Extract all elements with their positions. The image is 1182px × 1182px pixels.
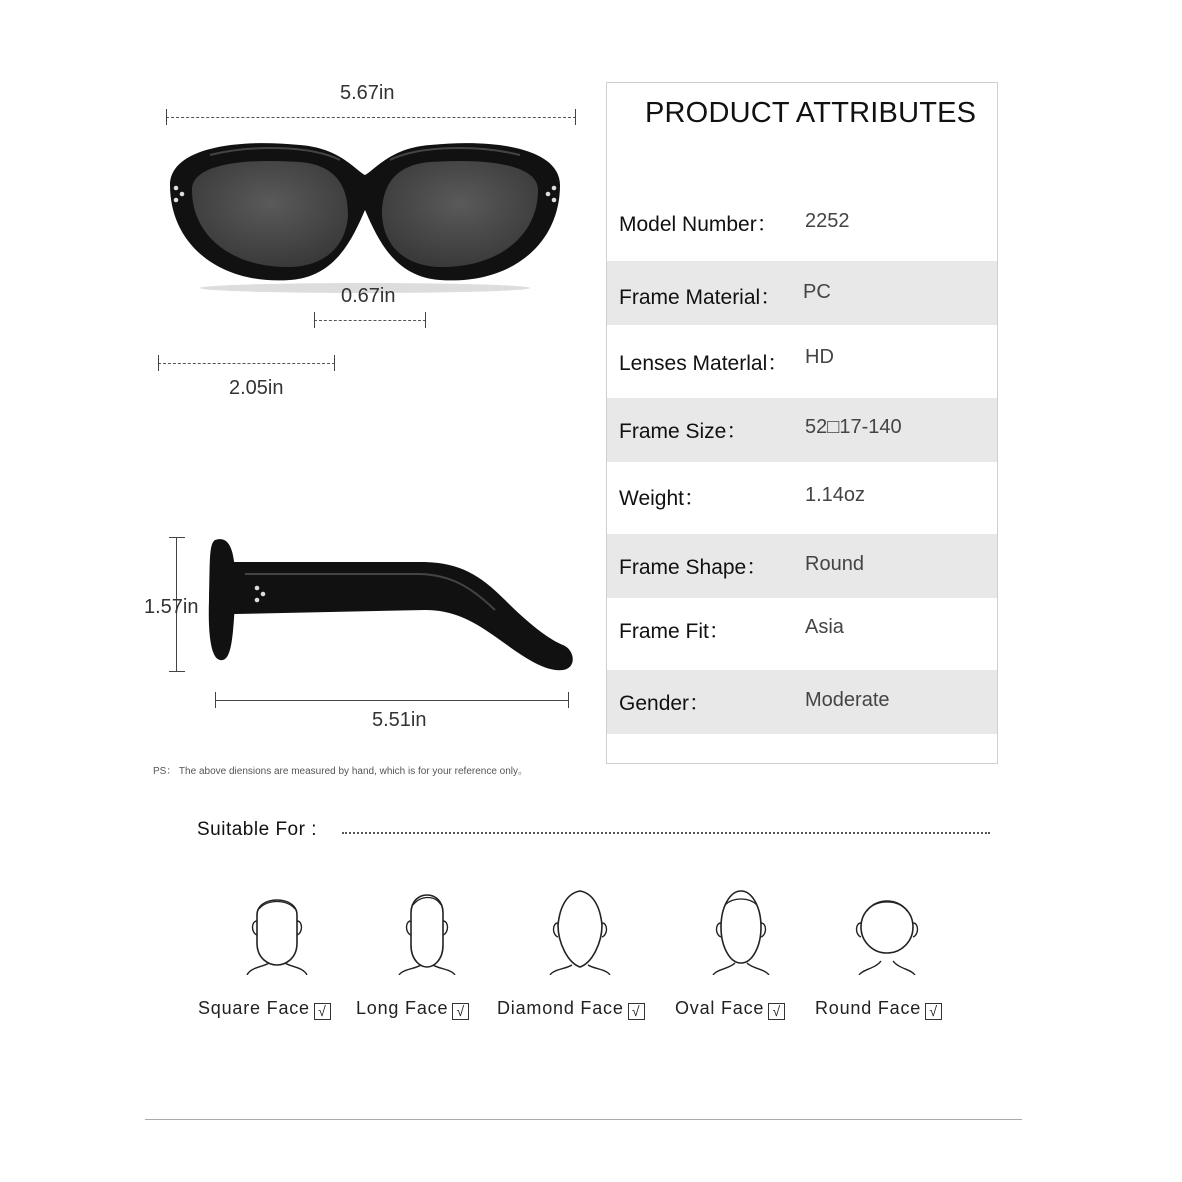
oval-face-icon	[709, 885, 773, 975]
ps-note: PS： The above diensions are measured by hand, which is for your reference only。	[153, 766, 529, 777]
dotted-divider	[342, 832, 990, 834]
temple-length-tick-left	[215, 692, 216, 708]
face-label-text: Square Face	[198, 998, 310, 1018]
lens-height-tick-top	[169, 537, 185, 538]
attribute-value: HD	[805, 346, 834, 368]
face-label-diamond	[497, 998, 645, 1019]
attribute-row	[607, 325, 997, 395]
face-label-text: Long Face	[356, 998, 449, 1018]
square-face-icon	[245, 885, 309, 975]
round-face-icon	[855, 885, 919, 975]
bridge-tick-left	[314, 312, 315, 328]
attribute-row	[607, 534, 997, 598]
attribute-row	[607, 187, 997, 253]
attribute-value: 52□17-140	[805, 416, 902, 438]
face-label-text: Oval Face	[675, 998, 765, 1018]
product-attributes-panel	[606, 82, 998, 764]
attribute-value: 2252	[805, 210, 850, 232]
attribute-value: 1.14oz	[805, 484, 866, 506]
attribute-label: Lenses Materlal：	[619, 352, 789, 375]
long-face-icon	[395, 885, 459, 975]
face-label-oval	[675, 998, 785, 1019]
attribute-row	[607, 463, 997, 533]
attribute-label: Frame Size：	[619, 420, 748, 443]
attribute-value: Asia	[805, 616, 844, 638]
total-width-label: 5.67in	[340, 82, 395, 104]
attribute-label: Frame Material：	[619, 286, 782, 309]
check-icon: √	[314, 1003, 331, 1020]
check-icon: √	[925, 1003, 942, 1020]
lens-width-line	[158, 363, 335, 364]
check-icon: √	[768, 1003, 785, 1020]
attribute-label: Weight：	[619, 487, 705, 510]
attribute-label: Model Number：	[619, 213, 778, 236]
attribute-row	[607, 598, 997, 670]
attribute-value: PC	[803, 281, 831, 303]
total-width-tick-right	[575, 109, 576, 125]
lens-width-label: 2.05in	[229, 377, 284, 399]
lens-height-label: 1.57in	[144, 596, 199, 618]
bridge-label: 0.67in	[341, 285, 396, 307]
suitable-for-label: Suitable For :	[197, 819, 317, 840]
attribute-label: Frame Shape：	[619, 556, 768, 579]
lens-width-tick-left	[158, 355, 159, 371]
attribute-row	[607, 398, 997, 462]
face-label-round	[815, 998, 942, 1019]
check-icon: √	[628, 1003, 645, 1020]
temple-length-line	[215, 700, 569, 701]
temple-length-label: 5.51in	[372, 709, 427, 731]
attribute-value: Moderate	[805, 689, 890, 711]
product-attributes-title: PRODUCT ATTRIBUTES	[645, 97, 977, 129]
attribute-value: Round	[805, 553, 864, 575]
total-width-line	[166, 117, 576, 118]
face-label-square	[198, 998, 331, 1019]
face-label-long	[356, 998, 469, 1019]
check-icon: √	[452, 1003, 469, 1020]
face-label-text: Round Face	[815, 998, 922, 1018]
attribute-row	[607, 670, 997, 734]
diamond-face-icon	[548, 885, 612, 975]
bottom-divider	[145, 1119, 1022, 1120]
bridge-tick-right	[425, 312, 426, 328]
bridge-line	[314, 320, 426, 321]
lens-height-tick-bottom	[169, 671, 185, 672]
side-view-sunglasses-image	[205, 530, 585, 680]
front-view-sunglasses-image	[150, 130, 580, 300]
attribute-label: Gender：	[619, 692, 711, 715]
attribute-label: Frame Fit：	[619, 620, 730, 643]
total-width-tick-left	[166, 109, 167, 125]
temple-length-tick-right	[568, 692, 569, 708]
face-label-text: Diamond Face	[497, 998, 624, 1018]
lens-width-tick-right	[334, 355, 335, 371]
attribute-row	[607, 261, 997, 325]
